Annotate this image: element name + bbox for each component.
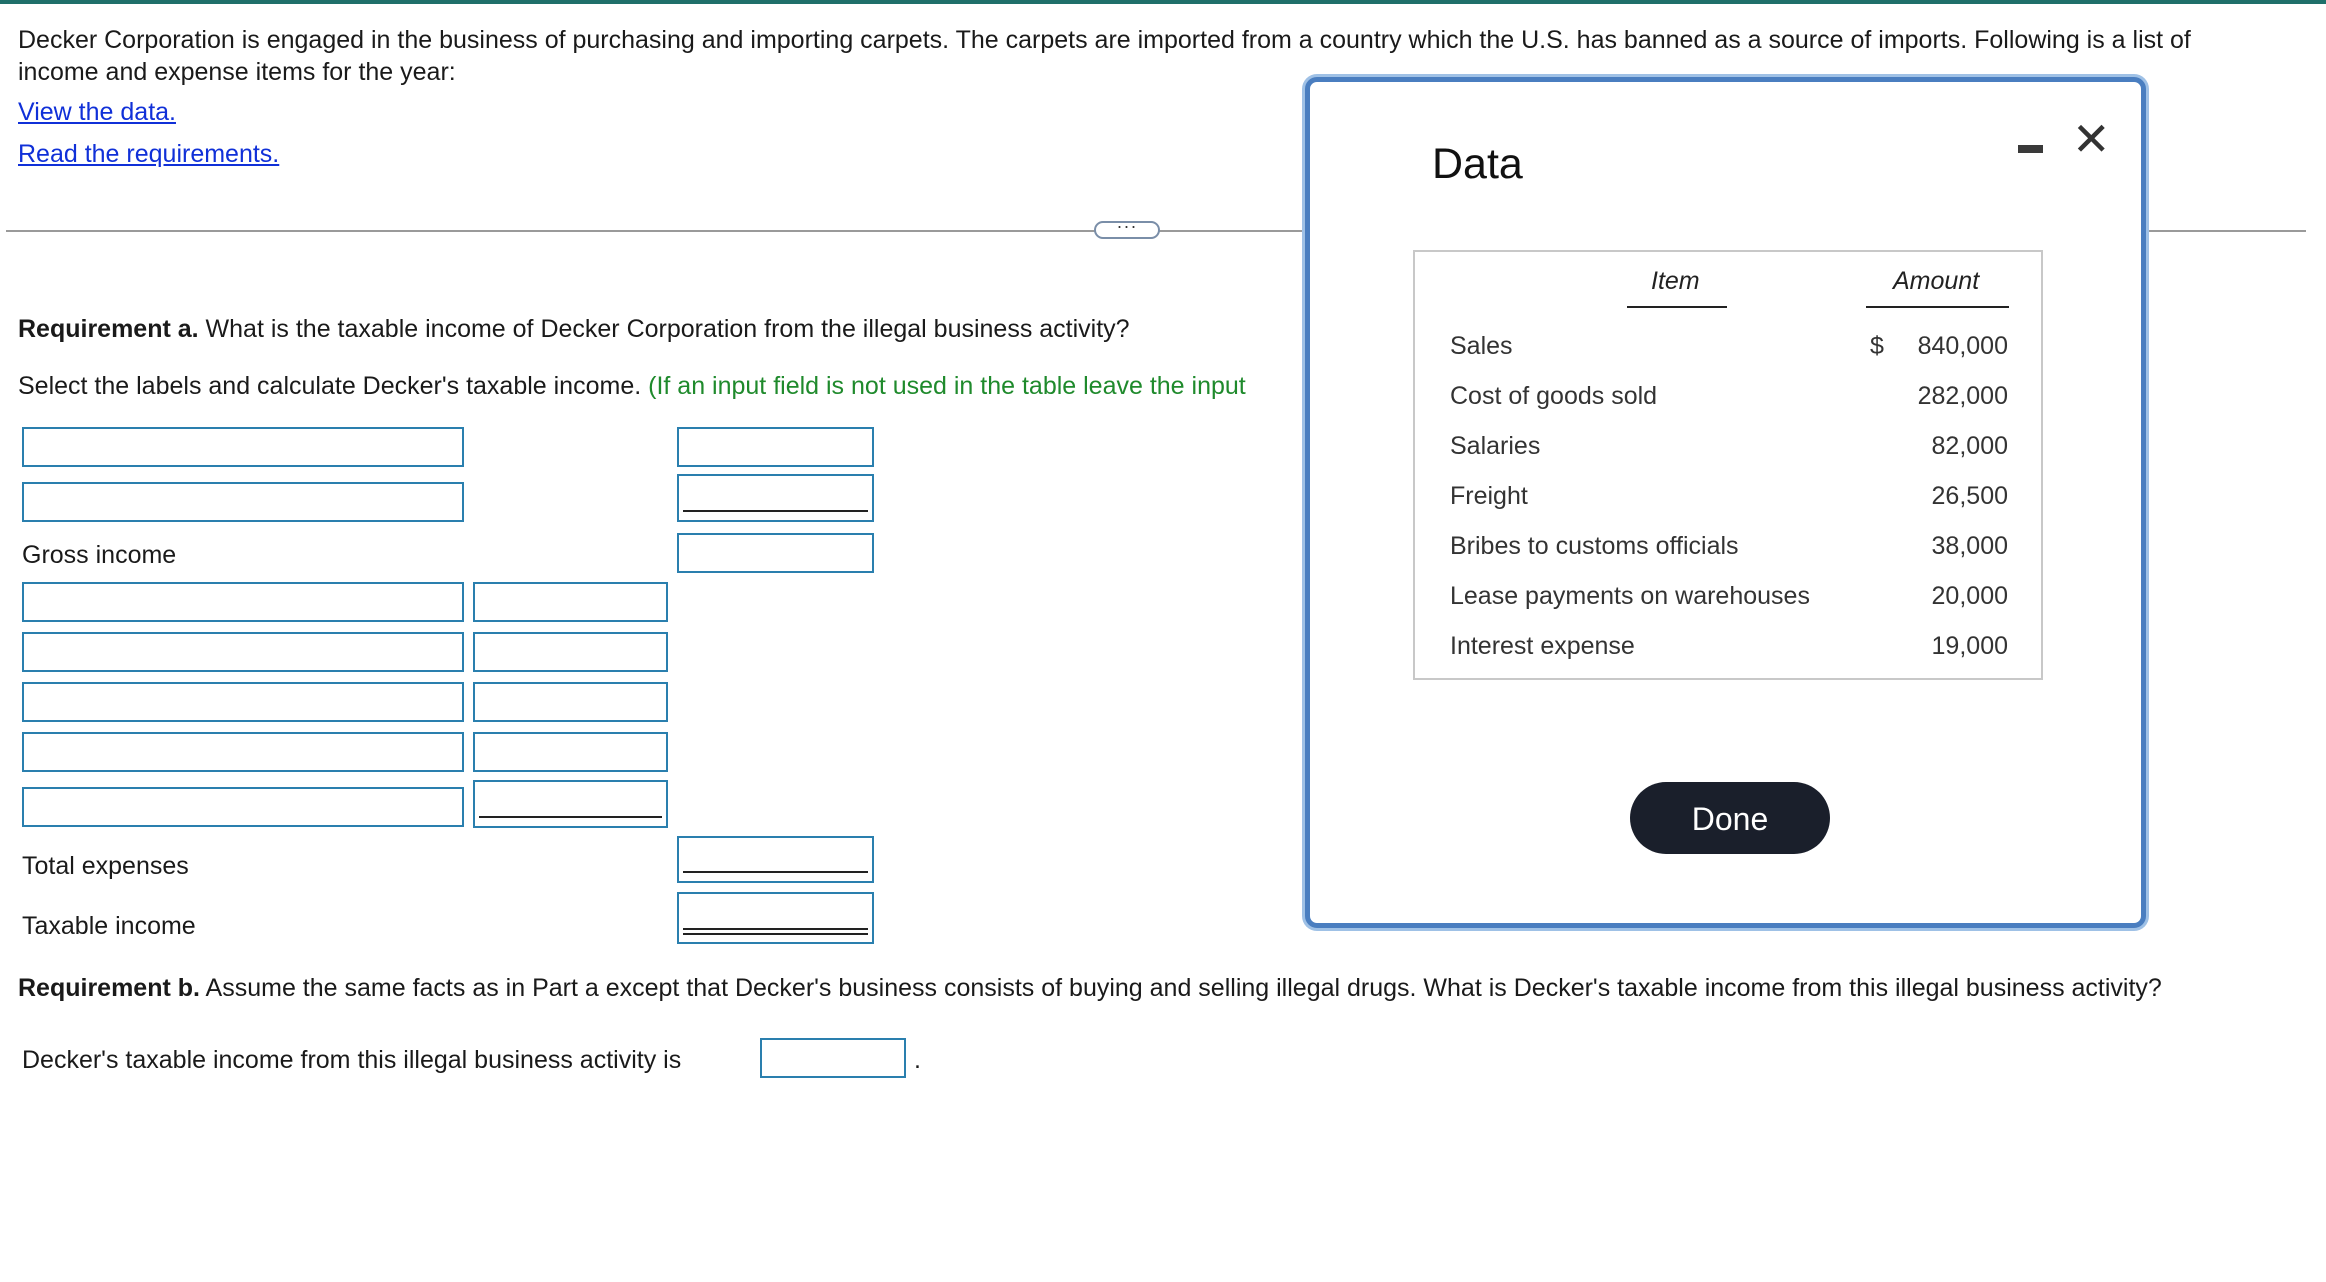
table-row-item: Salaries (1450, 432, 1541, 460)
taxable-income-input[interactable] (677, 892, 874, 944)
read-requirements-link[interactable]: Read the requirements. (18, 140, 280, 168)
table-row-amount: 26,500 (1931, 482, 2008, 510)
requirement-a-instruction (18, 370, 1246, 402)
column-header-item: Item (1651, 267, 1700, 295)
requirement-b-question: Assume the same facts as in Part a except that Decker's business consists of buying and selling illegal drugs. What is Decker's taxable income from this illegal business activity? (199, 974, 2162, 1002)
requirement-a-question: What is the taxable income of Decker Corporation from the illegal business activity? (198, 315, 1130, 343)
revenue-amount-input-2[interactable] (677, 474, 874, 522)
requirement-a-label: Requirement a. (18, 315, 199, 343)
close-icon[interactable]: ✕ (2072, 113, 2111, 165)
expense-amount-input-1[interactable] (473, 582, 668, 622)
expense-label-select-3[interactable] (22, 682, 464, 722)
table-row-item: Freight (1450, 482, 1528, 510)
instruction-hint: (If an input field is not used in the table leave the input (648, 372, 1246, 400)
table-row-item: Bribes to customs officials (1450, 532, 1739, 560)
expense-amount-input-2[interactable] (473, 632, 668, 672)
currency-symbol: $ (1870, 332, 1884, 360)
expense-amount-input-4[interactable] (473, 732, 668, 772)
revenue-label-select-1[interactable] (22, 427, 464, 467)
requirement-b-answer-suffix: . (914, 1046, 921, 1074)
table-row-item: Sales (1450, 332, 1513, 360)
table-row-item: Cost of goods sold (1450, 382, 1658, 410)
total-expenses-input[interactable] (677, 836, 874, 883)
modal-title: Data (1432, 140, 1523, 188)
data-table (1413, 250, 2043, 680)
table-row-item: Lease payments on warehouses (1450, 582, 1810, 610)
intro-line-2: income and expense items for the year: (18, 58, 456, 86)
total-expenses-label: Total expenses (22, 852, 189, 880)
column-header-amount-underline (1866, 306, 2009, 308)
revenue-label-select-2[interactable] (22, 482, 464, 522)
gross-income-label: Gross income (22, 541, 177, 569)
data-modal (1305, 77, 2146, 928)
table-row-amount: 282,000 (1917, 382, 2008, 410)
table-row-amount: 38,000 (1931, 532, 2008, 560)
section-divider-right (2146, 230, 2306, 232)
expense-label-select-2[interactable] (22, 632, 464, 672)
expense-amount-input-3[interactable] (473, 682, 668, 722)
revenue-amount-input-1[interactable] (677, 427, 874, 467)
column-header-amount: Amount (1893, 267, 1980, 295)
table-row-amount: 19,000 (1931, 632, 2008, 660)
requirement-b-answer-input[interactable] (760, 1038, 906, 1078)
column-header-item-underline (1627, 306, 1727, 308)
table-row-amount: 82,000 (1931, 432, 2008, 460)
view-data-link[interactable]: View the data. (18, 98, 176, 126)
gross-income-input[interactable] (677, 533, 874, 573)
requirement-b-answer-prefix: Decker's taxable income from this illegal business activity is (22, 1046, 682, 1074)
expand-dots-button[interactable]: ··· (1094, 221, 1160, 239)
instruction-text: Select the labels and calculate Decker's taxable income. (18, 372, 649, 400)
intro-line-1: Decker Corporation is engaged in the business of purchasing and importing carpets. The carpets are imported from a country which the U.S. has banned as a source of imports. Following is a list of (18, 26, 2191, 54)
expense-label-select-1[interactable] (22, 582, 464, 622)
taxable-income-label: Taxable income (22, 912, 196, 940)
table-row-item: Interest expense (1450, 632, 1635, 660)
requirement-b-heading (18, 972, 2162, 1004)
expense-label-select-5[interactable] (22, 787, 464, 827)
top-accent-bar (0, 0, 2326, 4)
expense-amount-input-5[interactable] (473, 780, 668, 828)
requirement-a-heading (18, 313, 1130, 345)
table-row-amount: 840,000 (1917, 332, 2008, 360)
done-button[interactable]: Done (1630, 782, 1830, 854)
minimize-icon[interactable] (2015, 132, 2045, 162)
requirement-b-label: Requirement b. (18, 974, 200, 1002)
expense-label-select-4[interactable] (22, 732, 464, 772)
table-row-amount: 20,000 (1931, 582, 2008, 610)
